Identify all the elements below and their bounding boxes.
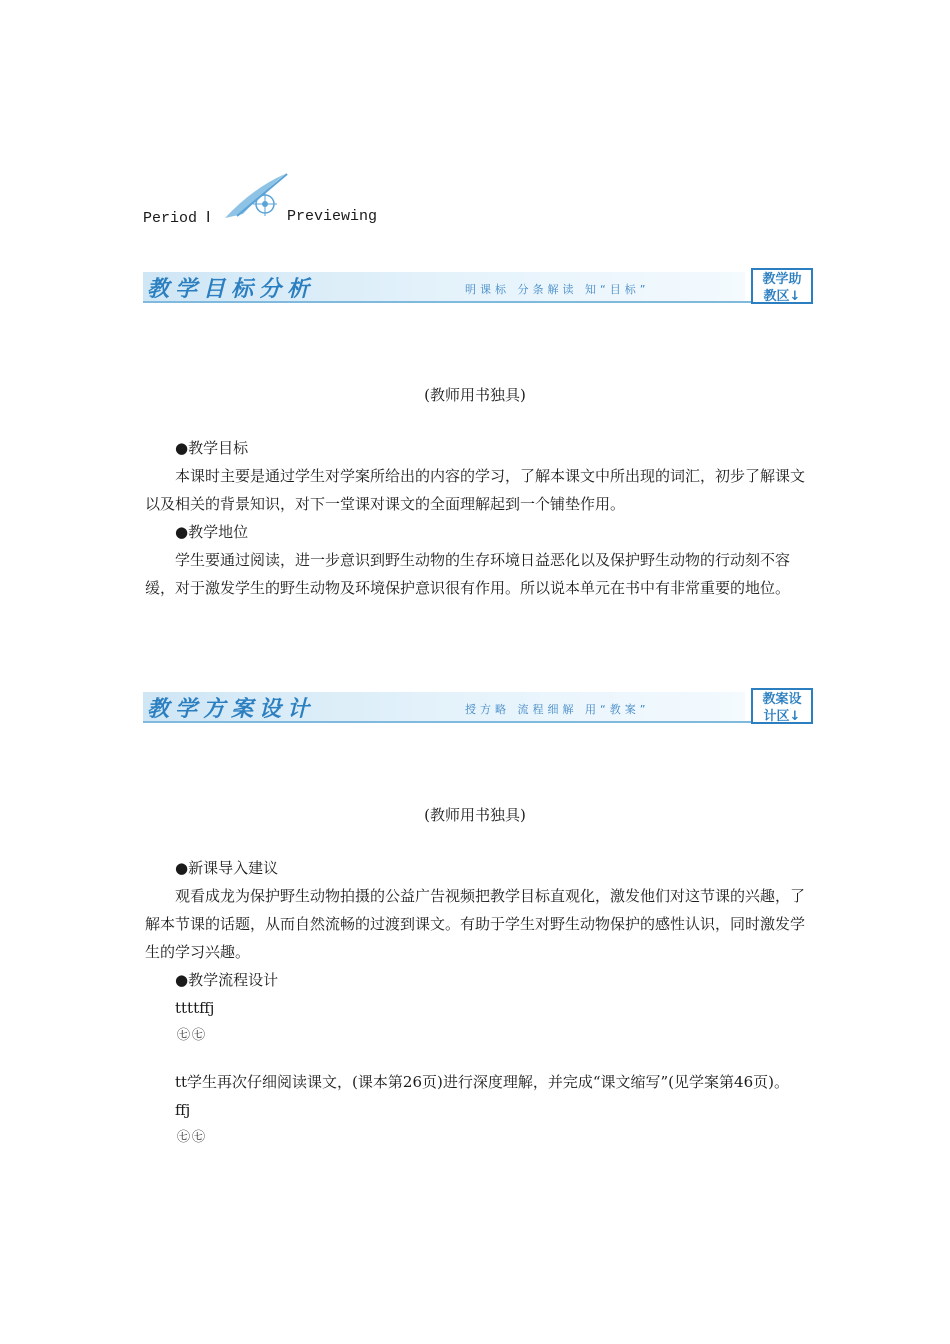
section-slogan: 授方略 流程细解 用“教案” bbox=[465, 703, 650, 716]
goal-text: 本课时主要是通过学生对学案所给出的内容的学习，了解本课文中所出现的词汇，初步了解课文以及相关的背景知识，对下一堂课对课文的全面理解起到一个铺垫作用。 bbox=[145, 467, 806, 513]
flow-line: ffj bbox=[175, 1101, 191, 1119]
period-subtitle: Previewing bbox=[287, 208, 378, 225]
section-slogan: 明课标 分条解读 知“目标” bbox=[465, 283, 650, 296]
section-banner-design bbox=[143, 688, 813, 726]
flow-glyphs: ㊆㊆ bbox=[177, 1130, 208, 1145]
flow-line: ttttffj bbox=[175, 999, 215, 1017]
period-label: Period Ⅰ bbox=[143, 210, 211, 227]
section-banner-goals bbox=[143, 268, 813, 306]
intro-text: 观看成龙为保护野生动物拍摄的公益广告视频把教学目标直观化，激发他们对这节课的兴趣，了解本节课的话题，从而自然流畅的过渡到课文。有助于学生对野生动物保护的感性认识，同时激发学生的学习兴趣。 bbox=[145, 887, 806, 961]
position-text: 学生要通过阅读，进一步意识到野生动物的生存环境日益恶化以及保护野生动物的行动刻不容缓，对于激发学生的野生动物及环境保护意识很有作用。所以说本单元在书中有非常重要的地位。 bbox=[145, 551, 791, 597]
section-badge: 教学助 教区↓ bbox=[751, 268, 813, 304]
section-badge: 教案设 计区↓ bbox=[751, 688, 813, 724]
section-title: 教学目标分析 bbox=[147, 277, 316, 302]
flow-glyphs: ㊆㊆ bbox=[177, 1028, 208, 1043]
period-header bbox=[143, 170, 403, 230]
intro-heading: ●新课导入建议 bbox=[175, 859, 279, 877]
design-block bbox=[145, 854, 808, 1152]
teacher-note: (教师用书独具) bbox=[424, 386, 526, 404]
position-heading: ●教学地位 bbox=[175, 523, 249, 541]
flow-text: tt学生再次仔细阅读课文，(课本第26页)进行深度理解，并完成“课文缩写”(见学案第46页)。 bbox=[175, 1073, 789, 1091]
goal-heading: ●教学目标 bbox=[175, 439, 249, 457]
flow-heading: ●教学流程设计 bbox=[175, 971, 279, 989]
teacher-note: (教师用书独具) bbox=[424, 806, 526, 824]
goals-block bbox=[145, 434, 808, 602]
section-title: 教学方案设计 bbox=[147, 697, 316, 722]
